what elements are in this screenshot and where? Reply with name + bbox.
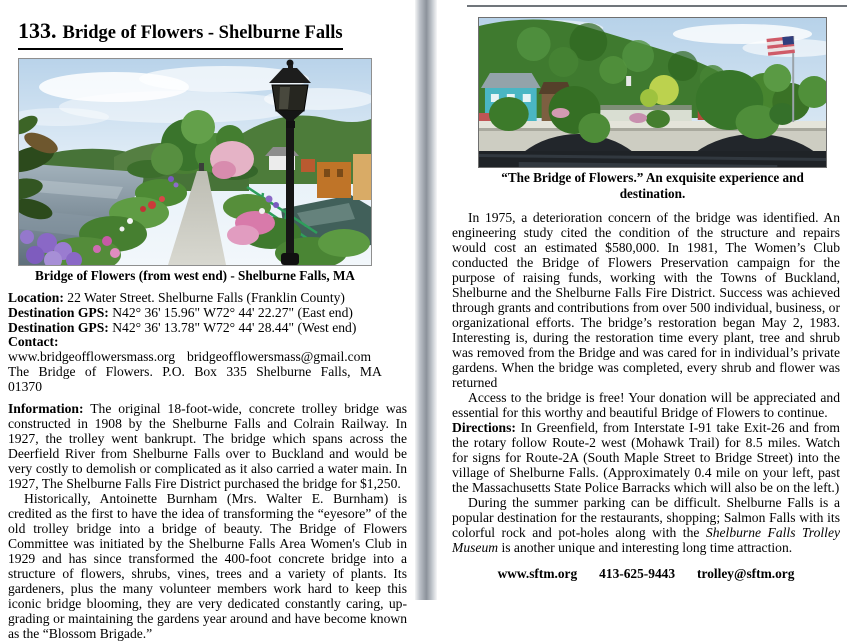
page-gutter-divider xyxy=(415,0,437,600)
info-block xyxy=(8,291,407,395)
contact-line xyxy=(8,335,407,365)
right-photo-caption: “The Bridge of Flowers.” An exquisite experience and destination. xyxy=(501,170,804,201)
page-top-rule xyxy=(467,5,847,7)
page-title xyxy=(18,18,415,50)
summer-text-after: is another unique and interesting long time attraction. xyxy=(498,540,793,555)
summer-text-before: During the summer parking can be difficult. Shelburne Falls is a popular destination for the restaurants, shopping; Salmon Falls with its colorful rock and pot-holes along with the xyxy=(452,495,840,540)
page-left xyxy=(0,0,415,641)
restoration-paragraph: In 1975, a deterioration concern of the bridge was identified. An engineering study cited the condition of the structure and repairs would cost an estimated $580,000. In 1981, The Women’s Club conducted the Bridge of Flowers Preservation campaign for the purpose of raising funds, working with the Towns of Buckland, Shelburne and the Shelburne Falls Fire District. Success was achieved through grants and contributions from over 500 individual, business, or organizational efforts. The bridge’s restoration began May 2, 1983. Interesting is, during the restoration time every plant, tree and shrub was removed from the Bridge and was cared for in individual’s private gardens. When the bridge was completed, every shrub and flower was returned xyxy=(452,210,840,390)
contact-website: www.bridgeofflowersmass.org xyxy=(8,349,176,365)
directions-paragraph xyxy=(452,420,840,495)
access-paragraph: Access to the bridge is free! Your donation will be appreciated and essential for this worthy and beautiful Bridge of Flowers to continue. xyxy=(452,390,840,420)
footer-email: trolley@sftm.org xyxy=(697,566,795,581)
trolley-museum-name: Shelburne Falls Trolley Museum xyxy=(452,525,841,555)
river-water xyxy=(479,151,826,167)
directions-text: In Greenfield, from Interstate I-91 take Exit-26 and from the rotary follow Route-2 west (Mohawk Trail) for 8.5 miles. Watch for signs for Route-2A (South Maple Street to Bridge Street) into the village of Shelburne Falls. (Approximately 0.4 mile on your left, past the Massachusetts State Police Barracks which will also be on the left.) xyxy=(452,420,840,495)
gps-east-line xyxy=(8,306,407,321)
bridge-walkway-photo xyxy=(18,58,372,266)
entry-number: 133. xyxy=(18,18,57,43)
footer-phone: 413-625-9443 xyxy=(599,566,676,581)
location-label: Location: xyxy=(8,290,64,305)
gps-west-line xyxy=(8,321,407,336)
summer-paragraph xyxy=(452,495,840,555)
contact-email: bridgeofflowersmass@gmail.com xyxy=(187,349,372,365)
footer-website: www.sftm.org xyxy=(497,566,578,581)
page-right xyxy=(437,0,847,600)
location-line xyxy=(8,291,407,306)
information-label: Information: xyxy=(8,400,84,416)
left-page-body xyxy=(8,401,407,641)
location-value: 22 Water Street. Shelburne Falls (Franklin County) xyxy=(67,290,345,305)
address-line: The Bridge of Flowers. P.O. Box 335 Shelburne Falls, MA 01370 xyxy=(8,363,382,394)
directions-label: Directions: xyxy=(452,420,516,435)
bridge-arches-photo xyxy=(478,17,827,168)
right-page-body xyxy=(452,210,840,581)
left-photo-caption: Bridge of Flowers (from west end) - Shelburne Falls, MA xyxy=(35,268,355,283)
information-paragraph xyxy=(8,401,407,491)
gps-east-label: Destination GPS: xyxy=(8,304,109,320)
gps-west-label: Destination GPS: xyxy=(8,319,109,335)
gps-west-value: N42° 36' 13.78" W72° 44' 28.44" (West end) xyxy=(112,319,357,335)
contact-footer xyxy=(452,566,840,581)
information-text: The original 18-foot-wide, concrete trolley bridge was constructed in 1908 by the Shelburne Falls and Colrain Railway. In 1927, the trolley went bankrupt. The bridge which spans across the Deerfield River from Shelburne Falls over to Buckland and would be very costly to demolish or complicated as it also carried a water main. In 1927, The Shelburne Falls Fire District purchased the bridge for $1,250. xyxy=(8,400,408,491)
gps-east-value: N42° 36' 15.96" W72° 44' 22.27" (East end) xyxy=(112,304,353,320)
history-paragraph: Historically, Antoinette Burnham (Mrs. Walter E. Burnham) is credited as the first to have the idea of transforming the “eyesore” of the old trolley bridge into a bridge of beauty. The Bridge of Flowers Committee was initiated by the Shelburne Falls Area Women's Club in 1929 and has since transformed the 400-foot concrete bridge into a structure of flowers, shrubs, vines, trees and a variety of plants. Its gardeners, plus the many volunteer members work hard to keep this iconic bridge blooming, they are very dedicated constantly caring, up-grading or maintaining the gardens year around and have become known as the “Blossom Brigade.” xyxy=(8,490,407,641)
entry-title: Bridge of Flowers - Shelburne Falls xyxy=(62,23,343,43)
contact-label: Contact: xyxy=(8,334,59,350)
